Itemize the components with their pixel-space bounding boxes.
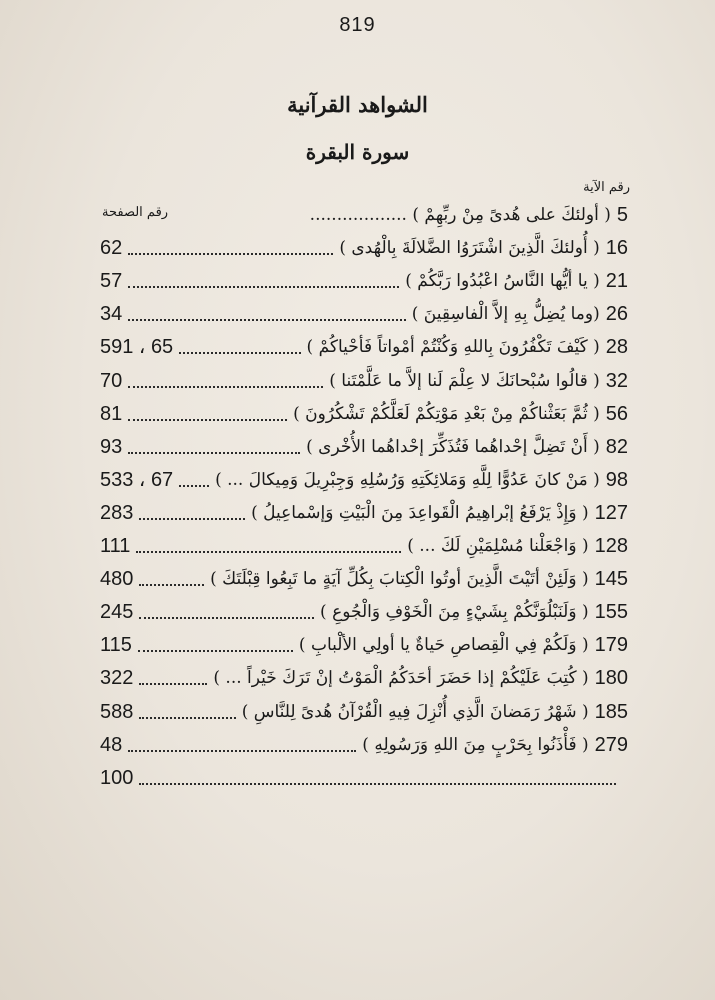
- index-entry: [100, 395, 628, 428]
- verse-text: ( كَيْفَ تَكْفُرُونَ بِاللهِ وَكُنْتُمْ أمْواتاً فَأحْياكُمْ ): [306, 337, 600, 358]
- page-reference: 62: [100, 237, 123, 260]
- verse-text: ( وَلَئِنْ أتَيْتَ الَّذِينَ أوتُوا الْكِتابَ بِكُلِّ آيَةٍ ما تَبِعُوا قِبْلَتَكَ ): [210, 569, 589, 590]
- dot-leader: [139, 518, 245, 520]
- index-entry: [100, 262, 628, 295]
- verse-text: (وما يُضِلُّ بِهِ إلاَّ الْفاسِقِينَ ): [411, 304, 600, 325]
- index-entry: [100, 593, 628, 626]
- dot-leader: [128, 319, 406, 321]
- verse-number: 185: [594, 700, 628, 723]
- verse-number: 32: [605, 369, 628, 392]
- verse-number: 180: [594, 667, 628, 690]
- dot-leader: [139, 683, 207, 685]
- dot-leader: [139, 584, 204, 586]
- dot-leader: [136, 551, 401, 553]
- verse-number: 279: [594, 733, 628, 756]
- verse-text: ( كُتِبَ عَلَيْكُمْ إذا حَضَرَ أحَدَكُمُ الْمَوْتُ إنْ تَرَكَ خَيْراً ... ): [213, 668, 589, 689]
- dot-leader: [106, 220, 304, 222]
- verse-number: 21: [605, 270, 628, 293]
- verse-number: 56: [605, 402, 628, 425]
- verse-number: 26: [605, 303, 628, 326]
- dot-leader: [128, 253, 333, 255]
- page-reference: 480: [100, 568, 134, 591]
- index-entry: [100, 560, 628, 593]
- verse-text: ( وَاجْعَلْنا مُسْلِمَيْنِ لَكَ ... ): [407, 536, 589, 557]
- dot-leader: [179, 352, 300, 354]
- index-entry: [100, 361, 628, 394]
- index-entry: [100, 692, 628, 725]
- index-entry: [100, 527, 628, 560]
- index-entry: [100, 461, 628, 494]
- dot-leader: [139, 783, 616, 785]
- index-entry: [100, 428, 628, 461]
- verse-number: 127: [594, 501, 628, 524]
- verse-number: 16: [605, 237, 628, 260]
- verse-number: 155: [594, 601, 628, 624]
- verse-column-label: رقم الآية: [583, 180, 630, 195]
- index-entries: [100, 196, 628, 792]
- verse-number: 28: [605, 336, 628, 359]
- page-number: 819: [339, 14, 376, 36]
- page-reference: 34: [100, 303, 123, 326]
- index-entry: [100, 626, 628, 659]
- verse-text: ( فَأْذَنُوا بِحَرْبٍ مِنَ اللهِ وَرَسُولِهِ ): [362, 734, 589, 755]
- verse-text: ( ثُمَّ بَعَثْناكُمْ مِنْ بَعْدِ مَوْتِكُمْ لَعَلَّكُمْ تَشْكُرُونَ ): [293, 403, 600, 424]
- page-reference: 70: [100, 369, 123, 392]
- verse-number: 128: [594, 535, 628, 558]
- page-reference: 81: [100, 402, 123, 425]
- page-reference: 115: [100, 634, 132, 657]
- verse-number: 179: [594, 634, 628, 657]
- page-reference: 588: [100, 700, 134, 723]
- page-reference: 57: [100, 270, 123, 293]
- surah-heading: سورة البقرة: [305, 140, 410, 164]
- index-entry: [100, 494, 628, 527]
- dot-leader: [128, 750, 356, 752]
- verse-text: ( وَلَكُمْ فِي الْقِصاصِ حَياةٌ يا أولِي الألْبابِ ): [298, 635, 589, 656]
- verse-number: 145: [594, 568, 628, 591]
- dot-leader: [128, 286, 399, 288]
- verse-text: ( أولئكَ على هُدىً مِنْ ربِّهِمْ ) ..................: [309, 205, 611, 226]
- verse-number: 82: [605, 435, 628, 458]
- dot-leader: [128, 386, 323, 388]
- index-entry: [100, 759, 628, 792]
- page-reference: 283: [100, 501, 134, 524]
- dot-leader: [179, 485, 209, 487]
- page-reference: 100: [100, 766, 134, 789]
- page-reference: 322: [100, 667, 134, 690]
- dot-leader: [138, 650, 293, 652]
- page-reference: 591 ، 65: [100, 336, 174, 359]
- index-entry: [100, 295, 628, 328]
- page-reference: 245: [100, 601, 134, 624]
- dot-leader: [128, 452, 300, 454]
- dot-leader: [139, 617, 314, 619]
- verse-number: 5: [616, 204, 628, 227]
- verse-text: ( مَنْ كانَ عَدُوًّا لِلَّهِ وَمَلائِكَتِهِ وَرُسُلِهِ وَجِبْرِيلَ وَمِيكالَ ... ): [215, 469, 600, 490]
- verse-text: ( يا أيُّها النَّاسُ اعْبُدُوا رَبَّكُمْ ): [405, 271, 600, 292]
- index-entry: [100, 328, 628, 361]
- page-reference: 111: [100, 535, 131, 558]
- verse-text: ( أُولئكَ الَّذِينَ اشْتَرَوُا الضَّلالَةَ بِالْهُدى ): [339, 238, 600, 259]
- verse-text: ( قالُوا سُبْحانَكَ لا عِلْمَ لَنا إلاَّ ما عَلَّمْتَنا ): [329, 370, 600, 391]
- index-entry: [100, 726, 628, 759]
- verse-text: ( وَلَنَبْلُوَنَّكُمْ بِشَيْءٍ مِنَ الْخَوْفِ وَالْجُوعِ ): [320, 602, 589, 623]
- verse-text: ( وَإِذْ يَرْفَعُ إبْراهِيمُ الْقَواعِدَ مِنَ الْبَيْتِ وَإسْماعِيلُ ): [251, 502, 589, 523]
- verse-number: 98: [605, 468, 628, 491]
- verse-text: ( أَنْ تَضِلَّ إحْداهُما فَتُذَكِّرَ إحْداهُما الأُخْرى ): [306, 436, 600, 457]
- dot-leader: [128, 419, 287, 421]
- index-entry: [100, 659, 628, 692]
- page-column-label: رقم الصفحة: [102, 205, 169, 220]
- index-entry: [100, 196, 628, 229]
- section-heading: الشواهد القرآنية: [287, 92, 428, 117]
- verse-text: ( شَهْرُ رَمَضانَ الَّذِي أُنْزِلَ فِيهِ الْقُرْآنُ هُدىً لِلنَّاسِ ): [241, 701, 589, 722]
- page-reference: 93: [100, 435, 123, 458]
- dot-leader: [139, 717, 235, 719]
- page-reference: 48: [100, 733, 123, 756]
- index-entry: [100, 229, 628, 262]
- page-reference: 533 ، 67: [100, 468, 174, 491]
